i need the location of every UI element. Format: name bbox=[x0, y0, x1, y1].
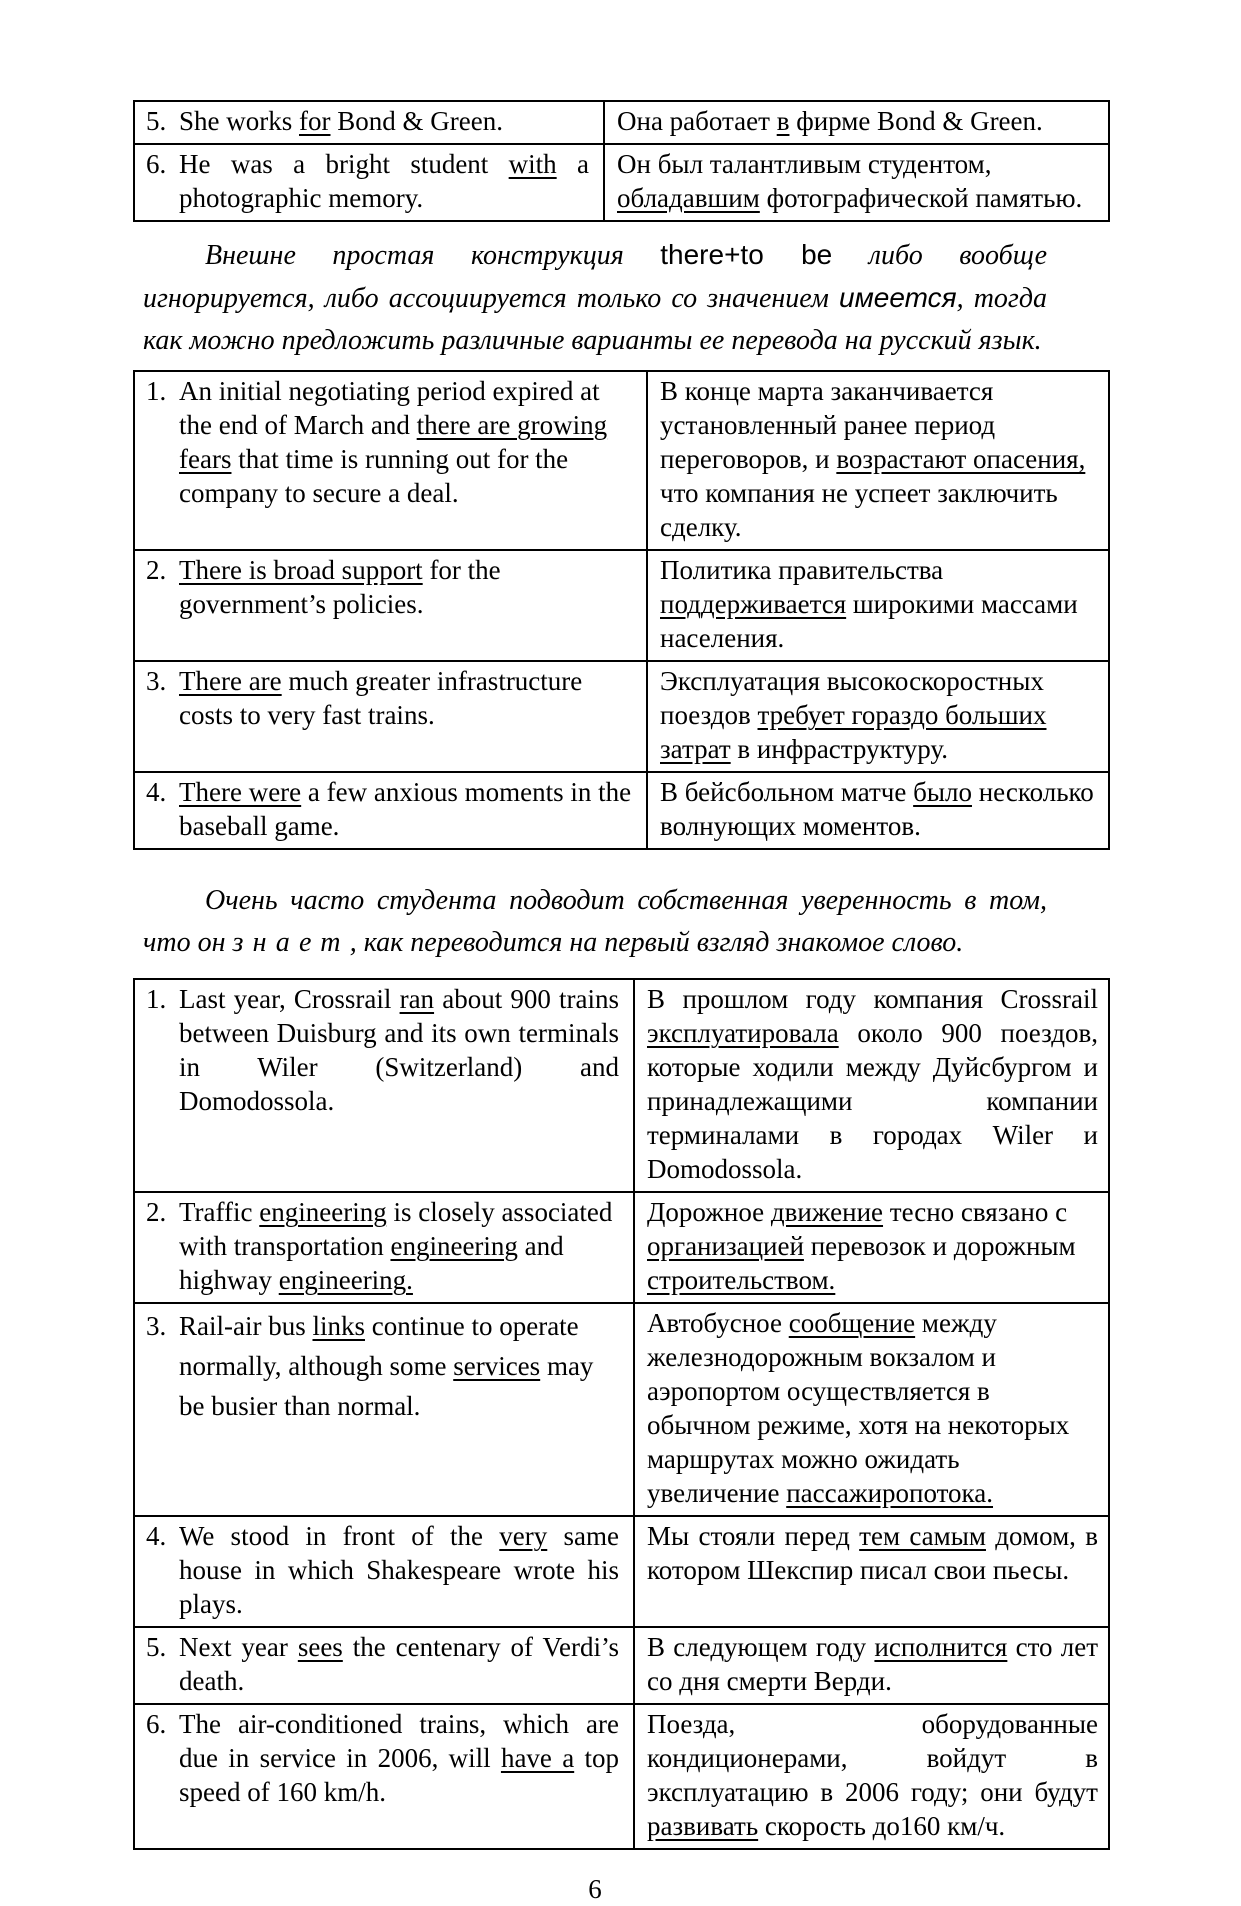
english-sentence: Rail-air bus links continue to operate normally, although some services may be busier than normal. bbox=[179, 1311, 594, 1421]
russian-sentence: В прошлом году компания Crossrail эксплуатировала около 900 поездов, которые ходили между Дуйсбургом и принадлежащими компании терминалами в городах Wiler и Domodossola. bbox=[647, 984, 1098, 1184]
russian-cell bbox=[604, 144, 1109, 221]
commentary-paragraph-false-friends: Очень часто студента подводит собственная уверенность в том, что он знает, как переводится на первый взгляд знакомое слово. bbox=[143, 885, 1047, 958]
russian-sentence: В бейсбольном матче было несколько волнующих моментов. bbox=[660, 777, 1094, 841]
table-row bbox=[134, 1192, 1109, 1303]
english-cell bbox=[134, 1303, 634, 1516]
russian-sentence: Мы стояли перед тем самым домом, в котором Шекспир писал свои пьесы. bbox=[647, 1521, 1099, 1585]
table-row bbox=[134, 661, 1109, 772]
russian-cell bbox=[634, 1516, 1109, 1627]
russian-sentence: Автобусное сообщение между железнодорожным вокзалом и аэропортом осуществляется в обычном режиме, хотя на некоторых маршрутах можно ожидать увеличение пассажиропотока. bbox=[647, 1308, 1070, 1508]
false-friends-table bbox=[133, 978, 1110, 1850]
russian-cell bbox=[634, 1627, 1109, 1704]
page-number: 6 bbox=[588, 1874, 602, 1904]
table-row bbox=[134, 979, 1109, 1192]
russian-sentence: Политика правительства поддерживается широкими массами населения. bbox=[660, 555, 1078, 653]
russian-sentence: В конце марта заканчивается установленный ранее период переговоров, и возрастают опасения, что компания не успеет заключить сделку. bbox=[660, 376, 1086, 542]
english-cell bbox=[134, 1516, 634, 1627]
item-number: 3. bbox=[146, 1311, 167, 1341]
table-row bbox=[134, 550, 1109, 661]
document-page bbox=[0, 100, 1241, 1906]
russian-sentence: Дорожное движение тесно связано с организацией перевозок и дорожным строительством. bbox=[647, 1197, 1076, 1295]
russian-cell bbox=[634, 1303, 1109, 1516]
english-sentence: There is broad support for the government’s policies. bbox=[179, 555, 501, 619]
russian-cell bbox=[647, 371, 1109, 550]
russian-cell bbox=[604, 101, 1109, 144]
english-cell bbox=[134, 772, 647, 849]
english-cell bbox=[134, 371, 647, 550]
english-cell bbox=[134, 1627, 634, 1704]
english-cell bbox=[134, 1192, 634, 1303]
item-number: 2. bbox=[146, 1197, 167, 1227]
table-row bbox=[134, 772, 1109, 849]
item-number: 6. bbox=[146, 1709, 167, 1739]
table-row bbox=[134, 1516, 1109, 1627]
table-row bbox=[134, 1704, 1109, 1849]
english-cell bbox=[134, 979, 634, 1192]
item-number: 4. bbox=[146, 777, 167, 807]
russian-cell bbox=[634, 1704, 1109, 1849]
there-to-be-table bbox=[133, 370, 1110, 850]
item-number: 2. bbox=[146, 555, 167, 585]
table-row bbox=[134, 1303, 1109, 1516]
prepositions-table bbox=[133, 100, 1110, 222]
english-sentence: Next year sees the centenary of Verdi’s death. bbox=[179, 1632, 619, 1696]
english-cell bbox=[134, 1704, 634, 1849]
russian-cell bbox=[647, 772, 1109, 849]
item-number: 1. bbox=[146, 984, 167, 1014]
english-sentence: There were a few anxious moments in the baseball game. bbox=[179, 777, 632, 841]
english-sentence: He was a bright student with a photographic memory. bbox=[179, 149, 589, 213]
english-sentence: The air-conditioned trains, which are due in service in 2006, will have a top speed of 160 km/h. bbox=[179, 1709, 619, 1807]
russian-sentence: Поезда, оборудованные кондиционерами, войдут в эксплуатацию в 2006 году; они будут развивать скорость до160 км/ч. bbox=[647, 1709, 1098, 1841]
english-cell bbox=[134, 144, 604, 221]
russian-cell bbox=[634, 1192, 1109, 1303]
russian-sentence: Она работает в фирме Bond & Green. bbox=[617, 106, 1043, 136]
english-sentence: An initial negotiating period expired at the end of March and there are growing fears that time is running out for the company to secure a deal. bbox=[179, 376, 608, 508]
english-cell bbox=[134, 101, 604, 144]
item-number: 1. bbox=[146, 376, 167, 406]
table-row bbox=[134, 1627, 1109, 1704]
item-number: 4. bbox=[146, 1521, 167, 1551]
russian-sentence: Он был талантливым студентом, обладавшим фотографической памятью. bbox=[617, 149, 1083, 213]
english-sentence: Last year, Crossrail ran about 900 trains between Duisburg and its own terminals in Wiler (Switzerland) and Domodossola. bbox=[179, 984, 619, 1116]
item-number: 5. bbox=[146, 106, 167, 136]
english-sentence: We stood in front of the very same house in which Shakespeare wrote his plays. bbox=[179, 1521, 619, 1619]
russian-cell bbox=[647, 661, 1109, 772]
item-number: 3. bbox=[146, 666, 167, 696]
english-sentence: Traffic engineering is closely associated with transportation engineering and highway engineering. bbox=[179, 1197, 613, 1295]
item-number: 6. bbox=[146, 149, 167, 179]
table-row bbox=[134, 371, 1109, 550]
item-number: 5. bbox=[146, 1632, 167, 1662]
russian-sentence: В следующем году исполнится сто лет со дня смерти Верди. bbox=[647, 1632, 1098, 1696]
russian-sentence: Эксплуатация высокоскоростных поездов требует гораздо больших затрат в инфраструктуру. bbox=[660, 666, 1047, 764]
english-sentence: She works for Bond & Green. bbox=[179, 106, 503, 136]
russian-cell bbox=[634, 979, 1109, 1192]
english-cell bbox=[134, 550, 647, 661]
english-cell bbox=[134, 661, 647, 772]
table-row bbox=[134, 144, 1109, 221]
russian-cell bbox=[647, 550, 1109, 661]
english-sentence: There are much greater infrastructure costs to very fast trains. bbox=[179, 666, 583, 730]
commentary-paragraph-there-to-be: Внешне простая конструкция there+to be либо вообще игнорируется, либо ассоциируется только со значением имеется, тогда как можно предложить различные варианты ее перевода на русский язык. bbox=[143, 239, 1048, 356]
table-row bbox=[134, 101, 1109, 144]
